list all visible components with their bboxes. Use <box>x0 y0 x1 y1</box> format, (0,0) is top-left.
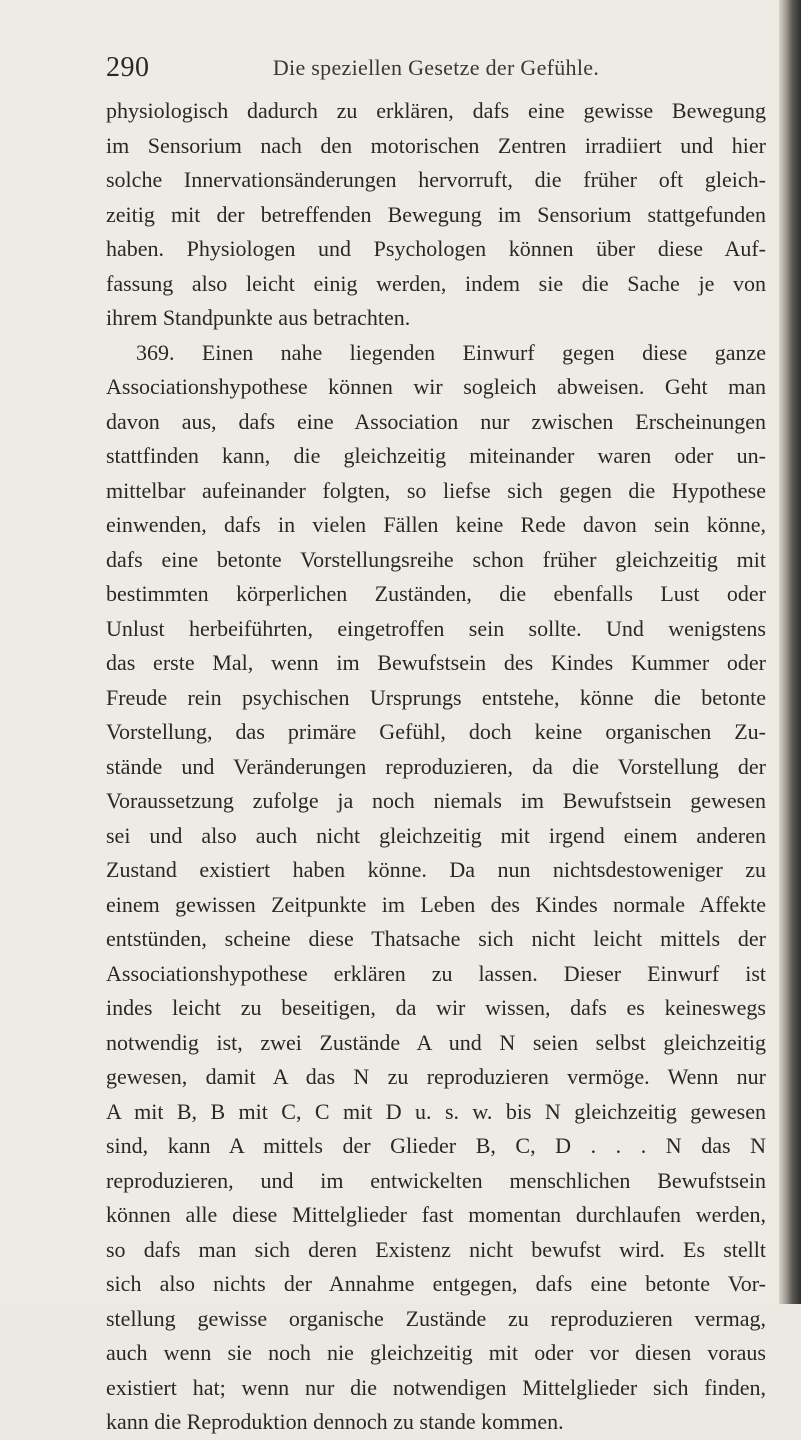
text-line: davon aus, dafs eine Association nur zwischen Erscheinungen <box>106 408 766 434</box>
text-line: Unlust herbeiführten, eingetroffen sein sollte. Und wenigstens <box>106 615 766 641</box>
text-line: Associationshypothese können wir sogleich abweisen. Geht man <box>106 374 766 399</box>
text-line: stände und Veränderungen reproduzieren, da die Vorstellung der <box>106 753 766 779</box>
text-line: im Sensorium nach den motorischen Zentren irradiiert und hier <box>106 132 766 158</box>
text-line: dafs eine betonte Vorstellungsreihe schon früher gleichzeitig mit <box>106 546 766 572</box>
text-line: zeitig mit der betreffenden Bewegung im Sensorium stattgefunden <box>106 201 766 227</box>
text-line: so dafs man sich deren Existenz nicht bewufst wird. Es stellt <box>106 1236 766 1262</box>
page-number: 290 <box>106 52 150 83</box>
text-line: Zustand existiert haben könne. Da nun nichtsdestoweniger zu <box>106 857 766 882</box>
page-header <box>106 48 766 88</box>
text-line: entstünden, scheine diese Thatsache sich nicht leicht mittels der <box>106 926 766 951</box>
body-text <box>106 94 766 1440</box>
text-line: haben. Physiologen und Psychologen können über diese Auf- <box>106 236 766 261</box>
text-line: indes leicht zu beseitigen, da wir wissen, dafs es keineswegs <box>106 995 766 1020</box>
text-line: bestimmten körperlichen Zuständen, die ebenfalls Lust oder <box>106 581 766 606</box>
running-title: Die speziellen Gesetze der Gefühle. <box>272 55 600 80</box>
text-line: fassung also leicht einig werden, indem sie die Sache je von <box>106 270 766 296</box>
text-line: Voraussetzung zufolge ja noch niemals im Bewufstsein gewesen <box>106 788 766 813</box>
text-line: notwendig ist, zwei Zustände A und N seien selbst gleichzeitig <box>106 1029 766 1055</box>
text-line: Vorstellung, das primäre Gefühl, doch keine organischen Zu- <box>106 719 766 744</box>
text-line: mittelbar aufeinander folgten, so liefse sich gegen die Hypothese <box>106 477 766 503</box>
paragraph-start-line: 369. Einen nahe liegenden Einwurf gegen diese ganze <box>136 339 766 365</box>
text-line: sich also nichts der Annahme entgegen, dafs eine betonte Vor- <box>106 1271 766 1296</box>
text-line: gewesen, damit A das N zu reproduzieren vermöge. Wenn nur <box>106 1064 766 1089</box>
text-line: reproduzieren, und im entwickelten menschlichen Bewufstsein <box>106 1167 766 1193</box>
text-line: ihrem Standpunkte aus betrachten. <box>106 305 411 330</box>
text-line: A mit B, B mit C, C mit D u. s. w. bis N gleichzeitig gewesen <box>106 1098 766 1124</box>
text-line: das erste Mal, wenn im Bewufstsein des Kindes Kummer oder <box>106 650 766 675</box>
text-line: Associationshypothese erklären zu lassen. Dieser Einwurf ist <box>106 960 766 986</box>
text-line: solche Innervationsänderungen hervorruft, die früher oft gleich- <box>106 167 766 192</box>
text-line: einem gewissen Zeitpunkte im Leben des Kindes normale Affekte <box>106 891 766 917</box>
text-line: können alle diese Mittelglieder fast momentan durchlaufen werden, <box>106 1202 766 1227</box>
text-line: existiert hat; wenn nur die notwendigen Mittelglieder sich finden, <box>106 1374 766 1400</box>
text-line: sei und also auch nicht gleichzeitig mit irgend einem anderen <box>106 822 766 848</box>
text-line: stellung gewisse organische Zustände zu reproduzieren vermag, <box>106 1305 766 1331</box>
text-line: einwenden, dafs in vielen Fällen keine Rede davon sein könne, <box>106 512 766 537</box>
page-edge-shadow <box>779 0 801 1304</box>
text-line: Freude rein psychischen Ursprungs entstehe, könne die betonte <box>106 684 766 710</box>
text-line: physiologisch dadurch zu erklären, dafs eine gewisse Bewegung <box>106 98 766 123</box>
text-line: stattfinden kann, die gleichzeitig miteinander waren oder un- <box>106 443 766 468</box>
text-line: sind, kann A mittels der Glieder B, C, D . . . N das N <box>106 1133 766 1158</box>
text-line: kann die Reproduktion dennoch zu stande kommen. <box>106 1409 564 1434</box>
text-line: auch wenn sie noch nie gleichzeitig mit oder vor diesen voraus <box>106 1340 766 1365</box>
